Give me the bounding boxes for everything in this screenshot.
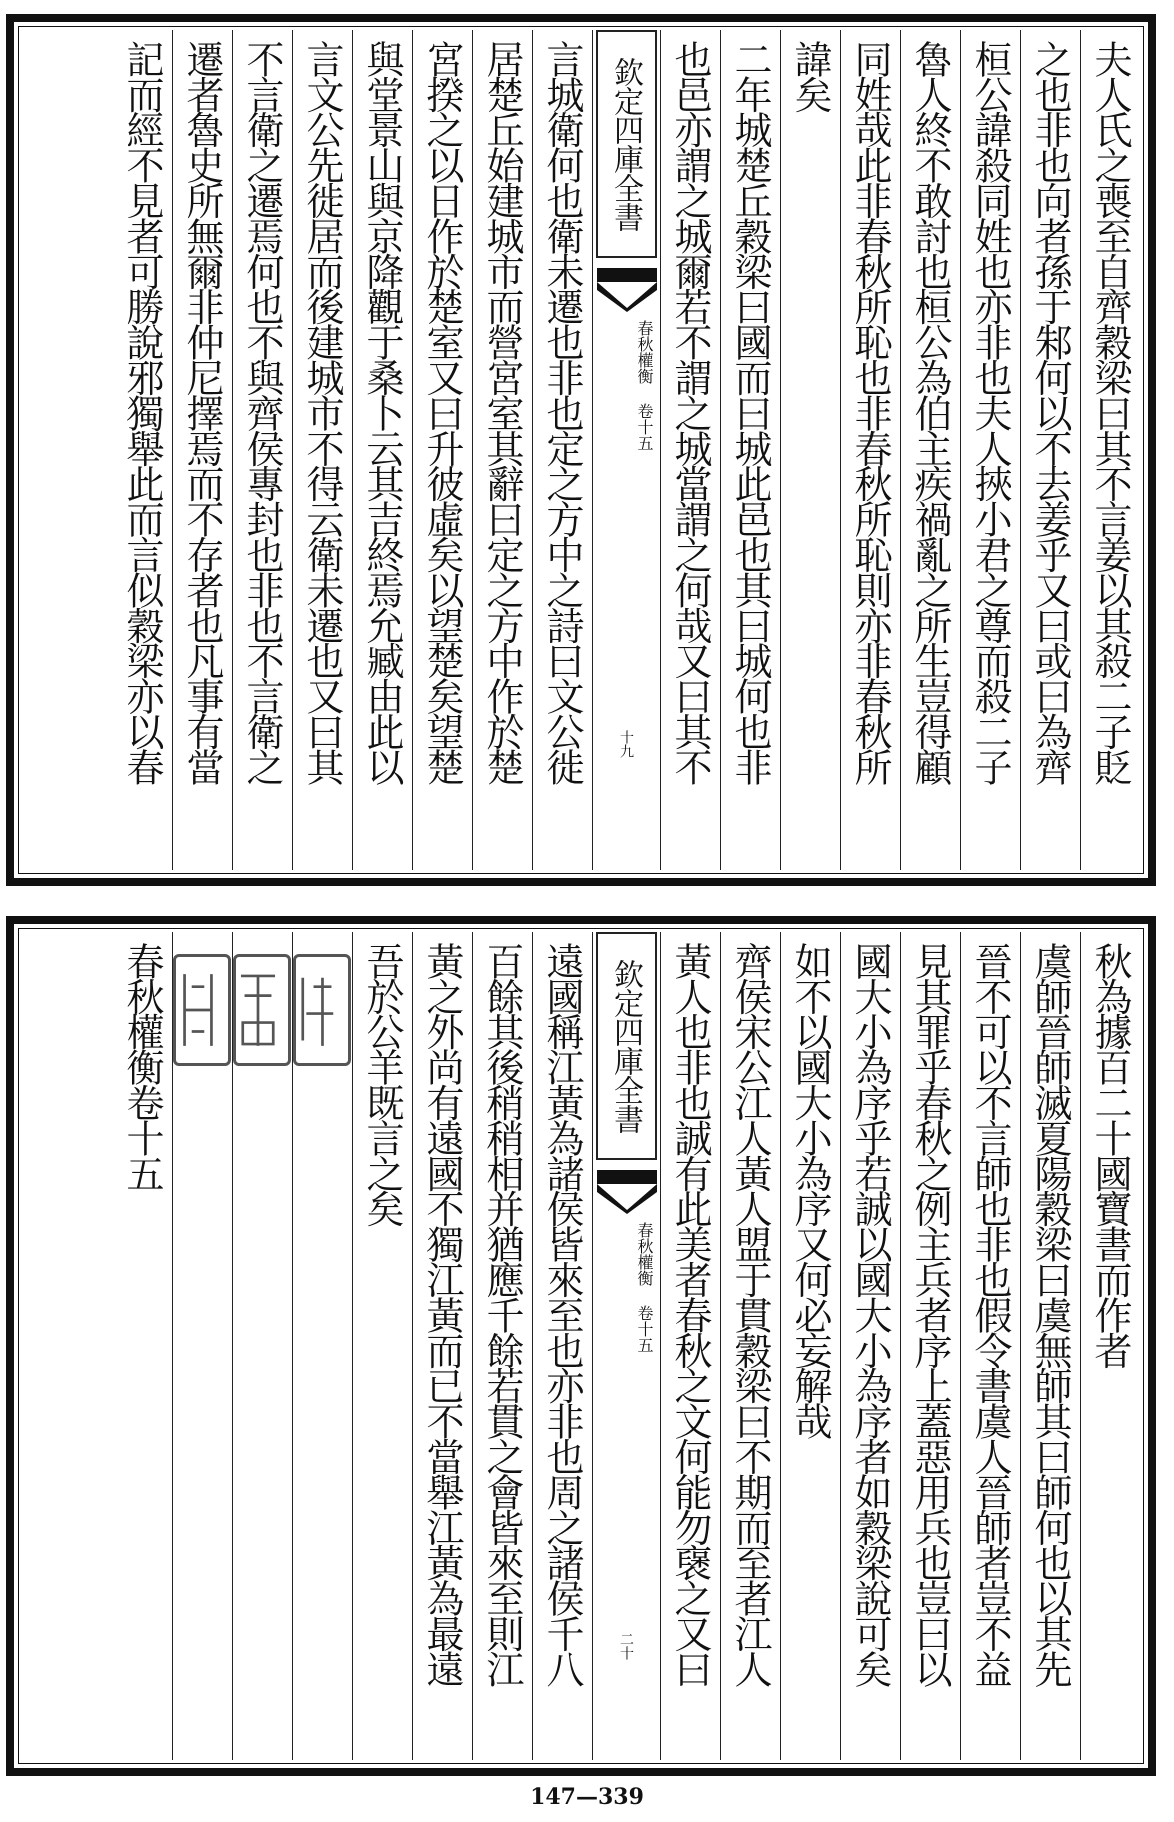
text-column: 黃之外尚有遠國不獨江黃而已不當舉江黃為最遠 [412,932,472,1760]
seal-stamp [173,954,231,1066]
page-number: 十九 [618,730,634,758]
center-fold [592,932,660,1760]
text-column [292,932,352,1760]
text-column: 夫人氏之喪至自齊穀梁曰其不言姜以其殺二子貶 [1080,30,1140,870]
text-column [232,932,292,1760]
text-column: 記而經不見者可勝說邪獨舉此而言似穀梁亦以春 [120,40,164,784]
center-fold [592,30,660,870]
text-column: 秋為據百二十國寶書而作者 [1080,932,1140,1760]
text-column: 齊侯宋公江人黃人盟于貫穀梁曰不期而至者江人 [720,932,780,1760]
text-column: 也邑亦謂之城爾若不謂之城當謂之何哉又曰其不 [660,30,720,870]
page-reference: 147—339 [530,1784,644,1810]
text-column: 魯人終不敢討也桓公為伯主疾禍亂之所生豈得顧 [900,30,960,870]
text-column: 桓公諱殺同姓也亦非也夫人挾小君之尊而殺二子 [960,30,1020,870]
text-column: 言文公先徙居而後建城市不得云衛未遷也又曰其 [292,30,352,870]
page-number: 二十 [618,1632,634,1660]
text-column: 居楚丘始建城市而營宮室其辭曰定之方中作於楚 [472,30,532,870]
text-column: 之也非也向者孫于邾何以不去姜乎又曰或曰為齊 [1020,30,1080,870]
fish-tail-mark [597,268,657,312]
text-column: 不言衛之遷焉何也不與齊侯專封也非也不言衛之 [232,30,292,870]
text-column [172,932,232,1760]
text-column: 二年城楚丘穀梁曰國而曰城此邑也其曰城何也非 [720,30,780,870]
volume-label: 春秋權衡 卷十五 [635,320,654,451]
fold-title: 欽定四庫全書 [596,30,657,258]
text-column: 如不以國大小為序又何必妄解哉 [780,932,840,1760]
text-column: 春秋權衡卷十五 [120,942,164,1190]
text-column: 國大小為序乎若誠以國大小為序者如穀梁說可矣 [840,932,900,1760]
text-column: 與堂景山與京降觀于桑卜云其吉終焉允臧由此以 [352,30,412,870]
text-column: 諱矣 [780,30,840,870]
text-column: 宮揆之以日作於楚室又曰升彼虛矣以望楚矣望楚 [412,30,472,870]
page-bottom [6,916,1156,1776]
text-column: 黃人也非也誠有此美者春秋之文何能勿襃之又曰 [660,932,720,1760]
text-column: 遷者魯史所無爾非仲尼擇焉而不存者也凡事有當 [172,30,232,870]
text-column: 言城衛何也衛未遷也非也定之方中之詩曰文公徙 [532,30,592,870]
volume-label: 春秋權衡 卷十五 [635,1222,654,1353]
fish-tail-mark [597,1170,657,1214]
page-top [6,14,1156,886]
text-column: 百餘其後稍稍相并猶應千餘若貫之會皆來至則江 [472,932,532,1760]
text-column: 遠國稱江黃為諸侯皆來至也亦非也周之諸侯千八 [532,932,592,1760]
fold-title: 欽定四庫全書 [596,932,657,1160]
text-column: 虞師晉師滅夏陽穀梁曰虞無師其曰師何也以其先 [1020,932,1080,1760]
text-column: 吾於公羊既言之矣 [352,932,412,1760]
seal-stamp [293,954,351,1066]
text-column: 見其罪乎春秋之例主兵者序上蓋惡用兵也豈曰以 [900,932,960,1760]
seal-stamp [233,954,291,1066]
text-column: 晉不可以不言師也非也假令書虞人晉師者豈不益 [960,932,1020,1760]
text-column: 同姓哉此非春秋所恥也非春秋所恥則亦非春秋所 [840,30,900,870]
